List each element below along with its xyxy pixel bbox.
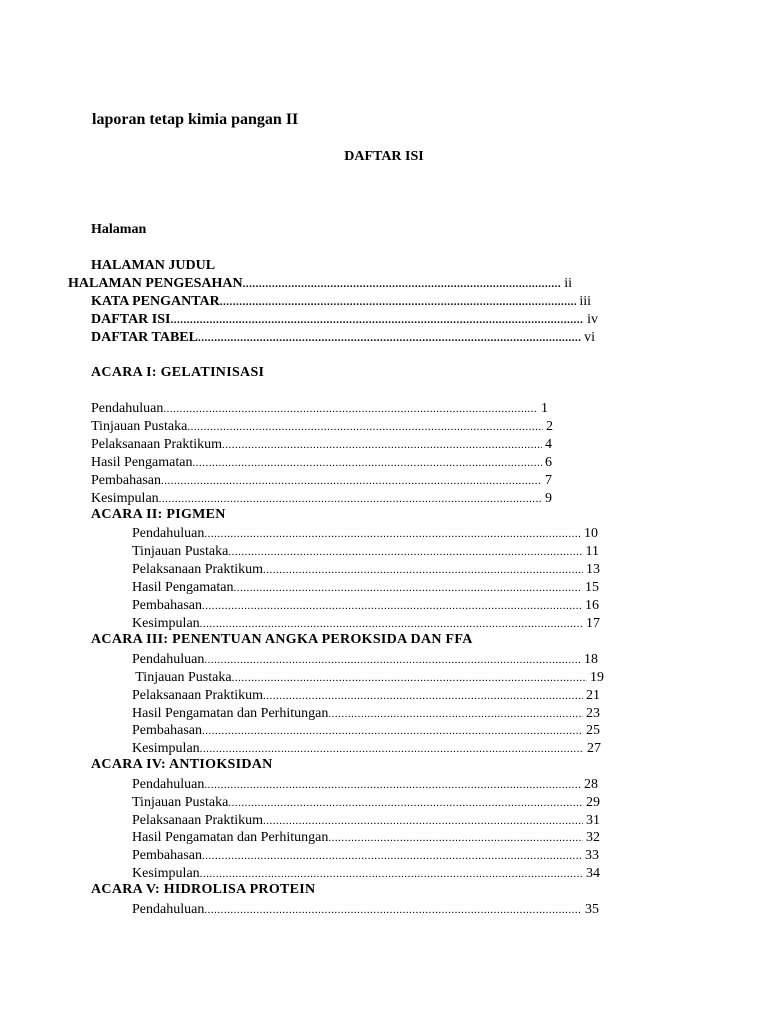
toc-entry-kata-pengantar <box>91 293 591 311</box>
dot-leader <box>233 579 582 597</box>
toc-entry-page: 31 <box>586 813 600 828</box>
acara-heading: ACARA V: HIDROLISA PROTEIN <box>91 882 316 897</box>
toc-entry-page: 27 <box>587 741 601 756</box>
toc-entry-label: Pembahasan <box>132 848 202 863</box>
toc-entry-page: vi <box>584 330 595 345</box>
dot-leader <box>328 829 583 847</box>
toc-entry-page: 34 <box>586 866 600 881</box>
toc-entry <box>91 454 552 472</box>
toc-entry-label: Hasil Pengamatan <box>91 455 193 470</box>
toc-entry <box>132 705 600 723</box>
toc-entry-halaman-judul <box>91 257 511 275</box>
toc-entry-label: KATA PENGANTAR <box>91 294 220 309</box>
dot-leader <box>187 418 543 436</box>
toc-entry-page: 15 <box>585 580 599 595</box>
toc-entry-page: 11 <box>585 544 599 559</box>
dot-leader <box>200 865 583 883</box>
toc-entry-page: 18 <box>584 652 598 667</box>
dot-leader <box>220 293 577 311</box>
toc-entry <box>132 669 604 687</box>
toc-entry-label: Kesimpulan <box>91 491 159 506</box>
toc-entry-label: Pelaksanaan Praktikum <box>132 813 264 828</box>
toc-entry <box>132 561 600 579</box>
toc-entry <box>132 776 598 794</box>
toc-entry-label: Pelaksanaan Praktikum <box>132 688 264 703</box>
dot-leader <box>198 329 581 347</box>
toc-entry <box>132 812 600 830</box>
toc-entry-page: 17 <box>586 616 600 631</box>
toc-entry <box>91 418 553 436</box>
document-title: laporan tetap kimia pangan II <box>92 111 299 128</box>
toc-entry-page: 6 <box>545 455 552 470</box>
dot-leader <box>202 722 583 740</box>
toc-entry <box>132 543 599 561</box>
toc-entry-page: 10 <box>584 526 598 541</box>
dot-leader <box>159 490 542 508</box>
toc-entry-page: 28 <box>584 777 598 792</box>
toc-entry <box>132 740 601 758</box>
toc-entry-label: Pelaksanaan Praktikum <box>91 437 223 452</box>
toc-entry-page: iii <box>579 294 591 309</box>
toc-entry-label: Hasil Pengamatan dan Perhitungan <box>132 830 329 845</box>
toc-entry <box>91 490 552 508</box>
dot-leader <box>163 400 538 418</box>
toc-entry-label: Pembahasan <box>132 723 202 738</box>
toc-entry-label: Pembahasan <box>132 598 202 613</box>
toc-entry-page: 1 <box>541 401 548 416</box>
toc-entry-page: 7 <box>545 473 552 488</box>
toc-entry <box>91 400 548 418</box>
dot-leader <box>192 454 542 472</box>
toc-entry-label: DAFTAR ISI <box>91 312 171 327</box>
dot-leader <box>204 901 582 919</box>
acara-heading: ACARA IV: ANTIOKSIDAN <box>91 757 273 772</box>
toc-entry-page: 19 <box>590 670 604 685</box>
toc-entry-page: 25 <box>586 723 600 738</box>
toc-entry-halaman-pengesahan <box>68 275 572 293</box>
acara-heading: ACARA I: GELATINISASI <box>91 365 265 380</box>
toc-entry <box>132 794 600 812</box>
toc-entry <box>132 651 598 669</box>
dot-leader <box>222 436 542 454</box>
dot-leader <box>204 651 581 669</box>
dot-leader <box>228 794 583 812</box>
toc-entry-page: 35 <box>585 902 599 917</box>
toc-entry <box>132 847 599 865</box>
toc-entry <box>91 472 552 490</box>
toc-entry-label: Pendahuluan <box>132 777 205 792</box>
dot-leader <box>202 847 582 865</box>
toc-entry-page: 29 <box>586 795 600 810</box>
toc-entry <box>132 579 599 597</box>
toc-entry-page: 13 <box>586 562 600 577</box>
toc-entry-label: Pendahuluan <box>132 652 205 667</box>
toc-entry <box>132 615 600 633</box>
toc-entry-label: HALAMAN JUDUL <box>91 258 216 273</box>
toc-entry-label: Kesimpulan <box>132 616 200 631</box>
dot-leader <box>170 311 584 329</box>
dot-leader <box>243 275 562 293</box>
toc-entry-label: DAFTAR TABEL <box>91 330 198 345</box>
toc-entry-page: 4 <box>545 437 552 452</box>
toc-entry-label: Tinjauan Pustaka <box>132 670 232 685</box>
toc-entry-label: Kesimpulan <box>132 741 200 756</box>
toc-entry-page: 21 <box>586 688 600 703</box>
toc-entry-label: Tinjauan Pustaka <box>132 795 229 810</box>
toc-entry-daftar-isi <box>91 311 598 329</box>
toc-entry-label: Hasil Pengamatan <box>132 580 234 595</box>
toc-entry-page: 2 <box>546 419 553 434</box>
dot-leader <box>232 669 587 687</box>
dot-leader <box>328 705 583 723</box>
toc-entry-label: Pendahuluan <box>132 526 205 541</box>
toc-entry-page: 9 <box>545 491 552 506</box>
dot-leader <box>263 561 583 579</box>
page-column-label: Halaman <box>91 222 147 237</box>
toc-heading: DAFTAR ISI <box>344 149 424 164</box>
toc-entry-label: Tinjauan Pustaka <box>91 419 188 434</box>
toc-entry <box>132 865 600 883</box>
toc-entry-label: Hasil Pengamatan dan Perhitungan <box>132 706 329 721</box>
toc-entry <box>132 722 600 740</box>
toc-entry-page: iv <box>587 312 598 327</box>
dot-leader <box>200 740 584 758</box>
toc-entry-daftar-tabel <box>91 329 595 347</box>
toc-entry-page: 33 <box>585 848 599 863</box>
dot-leader <box>200 615 583 633</box>
toc-entry <box>132 597 599 615</box>
acara-heading: ACARA II: PIGMEN <box>91 507 226 522</box>
toc-entry-label: HALAMAN PENGESAHAN <box>68 276 243 291</box>
toc-entry <box>132 687 600 705</box>
acara-heading: ACARA III: PENENTUAN ANGKA PEROKSIDA DAN FFA <box>91 632 473 647</box>
toc-entry-page: 32 <box>586 830 600 845</box>
dot-leader <box>263 687 583 705</box>
toc-entry-label: Pembahasan <box>91 473 161 488</box>
toc-entry-label: Tinjauan Pustaka <box>132 544 229 559</box>
toc-entry <box>132 901 599 919</box>
dot-leader <box>228 543 582 561</box>
toc-entry-page: 23 <box>586 706 600 721</box>
toc-entry-label: Pendahuluan <box>91 401 164 416</box>
toc-entry <box>132 829 600 847</box>
dot-leader <box>204 776 581 794</box>
toc-entry-label: Kesimpulan <box>132 866 200 881</box>
toc-entry-page: ii <box>564 276 572 291</box>
toc-entry <box>91 436 552 454</box>
toc-entry <box>132 525 598 543</box>
toc-entry-label: Pendahuluan <box>132 902 205 917</box>
toc-entry-page: 16 <box>585 598 599 613</box>
dot-leader <box>202 597 582 615</box>
dot-leader <box>263 812 583 830</box>
toc-entry-label: Pelaksanaan Praktikum <box>132 562 264 577</box>
dot-leader <box>204 525 581 543</box>
dot-leader <box>161 472 542 490</box>
